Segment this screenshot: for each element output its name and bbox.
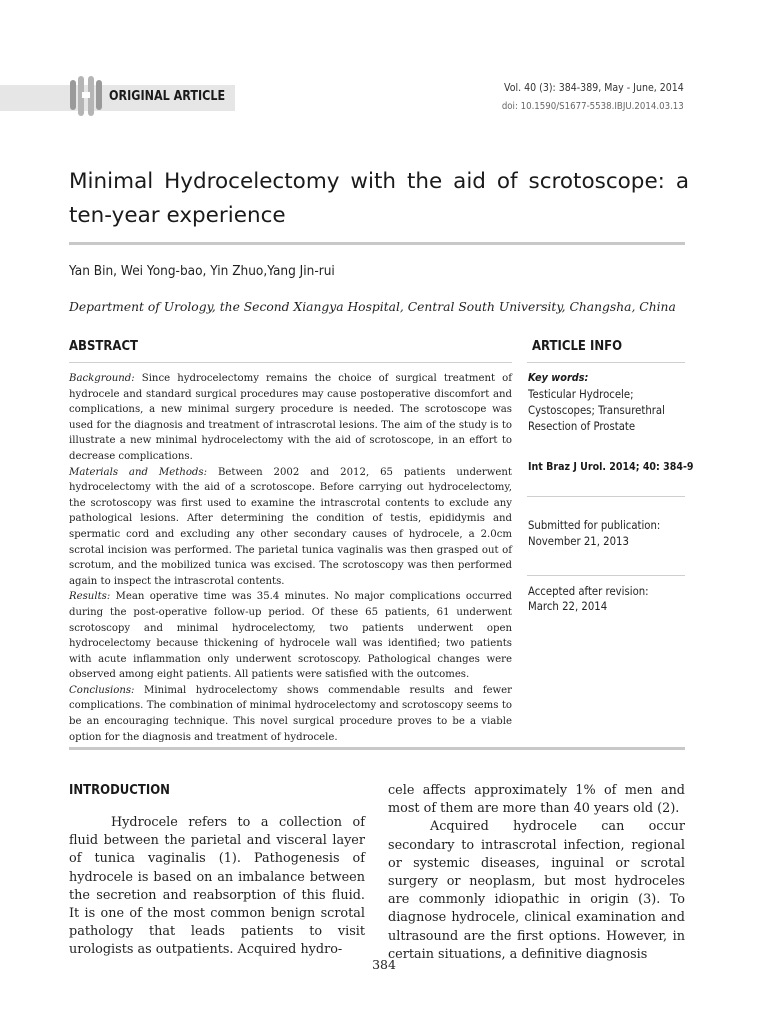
- methods-text: Between 2002 and 2012, 65 patients underwent hydrocelectomy with the aid of a scrotoscope. Before carrying out hydrocelectomy, the scrotoscopy was first used to examine the intrascrotal contents to exclude any pathological lesions. After determining the condition of testis, epididymis and spermatic cord and excluding any other secondary causes of hydrocele, a 2.0cm scrotal incision was performed. The parietal tunica vaginalis was then grasped out of scrotum, and the mobilized tunica was excised. The scrotoscopy was then performed again to inspect the intrascrotal contents.: [69, 466, 512, 587]
- info-divider: [527, 575, 685, 576]
- results-label: Results:: [69, 591, 111, 603]
- keywords-list: [528, 386, 665, 434]
- introduction-heading: INTRODUCTION: [69, 783, 170, 798]
- submitted-date: November 21, 2013: [528, 534, 629, 548]
- abstract-conclusions: [69, 683, 512, 745]
- conclusions-text: Minimal hydrocelectomy shows commendable results and fewer complications. The combination of minimal hydrocelectomy and scrotoscopy seems to be an encouraging technique. This novel surgical procedure proves to be a viable option for the diagnosis and treatment of hydrocele.: [69, 684, 512, 743]
- background-text: Since hydrocelectomy remains the choice of surgical treatment of hydrocele and standard surgical procedures may cause postoperative discomfort and complications, a new minimal surgery procedure is needed. The scrotoscope was used for the diagnosis and treatment of intrascrotal lesions. The aim of the study is to illustrate a new minimal hydrocelectomy with the aid of scrotoscope, in an effort to decrease complications.: [69, 373, 512, 462]
- accepted-label: Accepted after revision:: [528, 584, 649, 598]
- abstract-background: [69, 371, 512, 465]
- body-column-right: [388, 782, 685, 964]
- abstract-methods: [69, 465, 512, 590]
- page-number: 384: [372, 957, 396, 972]
- doi-link[interactable]: doi: 10.1590/S1677-5538.IBJU.2014.03.13: [502, 101, 684, 112]
- abstract-end-divider: [69, 747, 685, 750]
- keyword: Testicular Hydrocele;: [528, 387, 634, 401]
- abstract-results: [69, 589, 512, 683]
- methods-label: Materials and Methods:: [69, 466, 208, 478]
- citation: Int Braz J Urol. 2014; 40: 384-9: [528, 460, 694, 473]
- article-title: Minimal Hydrocelectomy with the aid of scrotoscope: a ten-year experience: [69, 169, 689, 228]
- results-text: Mean operative time was 35.4 minutes. No major complications occurred during the post-operative follow-up period. Of these 65 patients, 61 underwent scrotoscopy and minimal hydrocelectomy, two patients underwent open hydrocelectomy because thickening of hydrocele wall was identified; two patients with acute inflammation only underwent scrotoscopy. Pathological changes were observed among eight patients. All patients were satisfied with the outcomes.: [69, 591, 512, 681]
- info-divider: [527, 496, 685, 497]
- section-label: ORIGINAL ARTICLE: [109, 89, 226, 104]
- conclusions-label: Conclusions:: [69, 684, 135, 696]
- abstract-body: [69, 371, 512, 745]
- keyword: Cystoscopes; Transurethral: [528, 403, 665, 417]
- paragraph: cele affects approximately 1% of men and most of them are more than 40 years old (2).: [388, 783, 685, 817]
- paragraph: Acquired hydrocele can occur secondary to intrascrotal infection, regional or systemic diseases, inguinal or scrotal surgery or neoplasm, but most hydroceles are commonly idiopathic in origin (3). To diagnose hydrocele, clinical examination and ultrasound are the first options. However, in certain situations, a definitive diagnosis: [388, 819, 685, 962]
- submitted-label: Submitted for publication:: [528, 518, 661, 532]
- affiliation: Department of Urology, the Second Xiangya Hospital, Central South University, Changsha, China: [69, 300, 676, 314]
- title-divider: [69, 242, 685, 245]
- author-list: Yan Bin, Wei Yong-bao, Yin Zhuo,Yang Jin-rui: [69, 263, 335, 279]
- background-label: Background:: [69, 373, 135, 384]
- abstract-heading: ABSTRACT: [69, 339, 139, 354]
- paragraph: Hydrocele refers to a collection of fluid between the parietal and visceral layer of tunica vaginalis (1). Pathogenesis of hydrocele is based on an imbalance between the secretion and reabsorption of this fluid. It is one of the most common benign scrotal pathology that leads patients to visit urologists as outpatients. Acquired hydro-: [69, 815, 365, 958]
- article-info-divider: [527, 362, 685, 363]
- body-column-left: [69, 814, 365, 960]
- journal-logo-icon: [66, 74, 106, 120]
- volume-info: Vol. 40 (3): 384-389, May - June, 2014: [504, 82, 684, 94]
- keyword: Resection of Prostate: [528, 419, 636, 433]
- accepted-date: March 22, 2014: [528, 599, 608, 613]
- keywords-label: Key words:: [528, 371, 589, 384]
- abstract-divider: [69, 362, 512, 363]
- article-info-heading: ARTICLE INFO: [532, 339, 623, 354]
